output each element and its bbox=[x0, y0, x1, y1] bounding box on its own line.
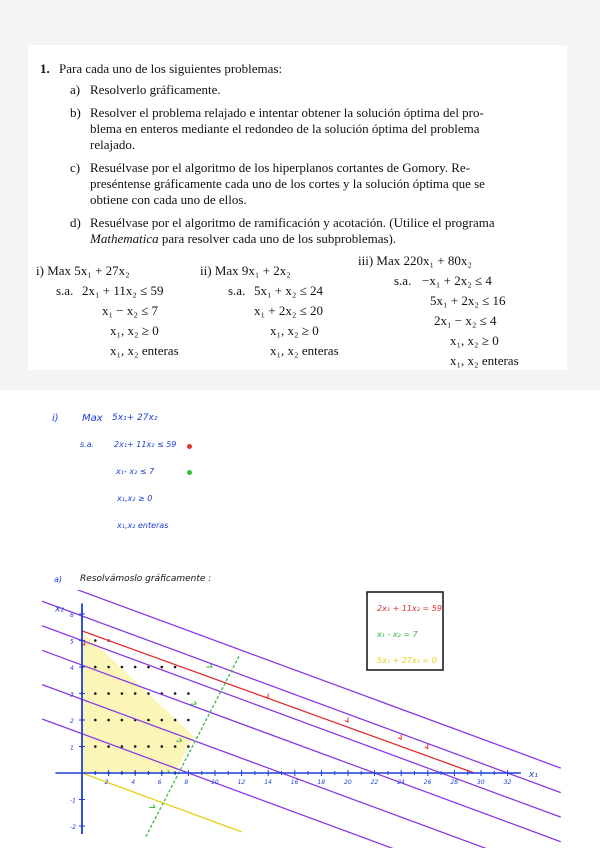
green-arrow bbox=[206, 664, 212, 667]
section-title: Resolvámoslo gráficamente : bbox=[80, 574, 212, 584]
x-tick-label: 6 bbox=[157, 779, 162, 786]
legend-entry: 2x₁ + 11x₂ = 59 bbox=[377, 604, 442, 613]
item-b-label: b) bbox=[70, 105, 81, 120]
model-ii-c2: x₁ + 2x₂ ≤ 20 bbox=[254, 303, 324, 318]
x-tick-label: 22 bbox=[370, 779, 379, 786]
integer-point bbox=[107, 745, 110, 748]
x-axis-label: x₁ bbox=[528, 770, 538, 780]
item-d-line2: Mathematica para resolver cada uno de los subproblemas). bbox=[90, 231, 397, 246]
model-iii-objective: iii) Max 220x₁ + 80x₂ bbox=[358, 253, 472, 268]
x-tick-label: 32 bbox=[503, 779, 512, 786]
item-c-line1: Resuélvase por el algoritmo de los hiperplanos cortantes de Gomory. Re- bbox=[90, 160, 471, 175]
problem-number: 1. bbox=[40, 61, 50, 76]
section-label: a) bbox=[54, 575, 63, 584]
item-c-line2: preséntense gráficamente cada uno de los cortes y la solución óptima que se bbox=[90, 176, 485, 191]
model-iii-c2: 5x₁ + 2x₂ ≤ 16 bbox=[430, 293, 506, 308]
integer-point bbox=[161, 666, 164, 669]
x-tick-label: 12 bbox=[237, 779, 246, 786]
integer-point bbox=[134, 692, 137, 695]
note-c2: x₁- x₂ ≤ 7 bbox=[116, 467, 155, 476]
x-tick-label: 30 bbox=[477, 779, 485, 786]
y-tick-label: 5 bbox=[70, 638, 74, 646]
x-tick-label: 24 bbox=[397, 779, 405, 786]
problem-intro: 1. Para cada uno de los siguientes problemas: bbox=[40, 61, 283, 76]
item-b-line3: relajado. bbox=[90, 137, 136, 152]
model-iii-st: s.a. bbox=[394, 273, 412, 288]
model-iii-c4: x₁, x₂ ≥ 0 bbox=[450, 333, 499, 348]
model-i-c1: 2x₁ + 11x₂ ≤ 59 bbox=[82, 283, 164, 298]
integer-point bbox=[107, 692, 110, 695]
x-tick-label: 8 bbox=[184, 779, 189, 786]
integer-point bbox=[134, 745, 137, 748]
integer-point bbox=[161, 745, 164, 748]
integer-point bbox=[147, 692, 150, 695]
integer-point bbox=[174, 692, 177, 695]
model-ii-c4: x₁, x₂ enteras bbox=[270, 343, 339, 358]
green-arrow bbox=[190, 701, 196, 704]
integer-point bbox=[94, 639, 97, 642]
y-axis-label: x₂ bbox=[55, 604, 64, 615]
integer-point bbox=[94, 666, 97, 669]
legend-entry: 5x₁ + 27x₂ = 0 bbox=[377, 656, 437, 665]
note-c3: x₁,x₂ ≥ 0 bbox=[117, 494, 153, 503]
red-arrow bbox=[425, 744, 428, 749]
model-i-c4: x₁, x₂ enteras bbox=[110, 343, 179, 358]
item-d-label: d) bbox=[70, 215, 81, 230]
note-st: s.a. bbox=[80, 440, 95, 449]
integer-point bbox=[174, 745, 177, 748]
x-tick-label: 20 bbox=[344, 779, 352, 786]
integer-point bbox=[147, 719, 150, 722]
integer-point bbox=[161, 719, 164, 722]
red-dot-marker bbox=[187, 444, 192, 449]
item-c-label: c) bbox=[70, 160, 81, 175]
integer-point bbox=[94, 692, 97, 695]
integer-point bbox=[94, 745, 97, 748]
model-i-c2: x₁ − x₂ ≤ 7 bbox=[102, 303, 159, 318]
graphical-solution-chart bbox=[0, 590, 600, 848]
integer-point bbox=[147, 666, 150, 669]
green-arrow bbox=[149, 804, 155, 807]
integer-point bbox=[121, 692, 124, 695]
model-iii-c3: 2x₁ − x₂ ≤ 4 bbox=[434, 313, 497, 328]
integer-point bbox=[174, 666, 177, 669]
legend-entry: x₁ - x₂ = 7 bbox=[377, 630, 418, 639]
integer-point bbox=[121, 745, 124, 748]
x-tick-label: 2 bbox=[104, 779, 109, 786]
y-tick-label: -1 bbox=[70, 797, 76, 805]
x-tick-label: 28 bbox=[450, 779, 459, 786]
integer-point bbox=[174, 719, 177, 722]
red-arrow bbox=[398, 735, 401, 740]
model-ii-c1: 5x₁ + x₂ ≤ 24 bbox=[254, 283, 324, 298]
x-tick-label: 10 bbox=[211, 779, 219, 786]
integer-point bbox=[147, 745, 150, 748]
problem-card bbox=[28, 45, 567, 370]
item-a-label: a) bbox=[70, 82, 81, 97]
y-tick-label: 3 bbox=[70, 691, 74, 699]
note-label: i) bbox=[52, 413, 59, 424]
model-ii-st: s.a. bbox=[228, 283, 246, 298]
x-tick-label: 14 bbox=[264, 779, 272, 786]
y-tick-label: 2 bbox=[70, 718, 74, 725]
y-tick-label: 6 bbox=[70, 612, 74, 619]
model-ii-c3: x₁, x₂ ≥ 0 bbox=[270, 323, 319, 338]
feasible-region bbox=[82, 631, 194, 773]
integer-point bbox=[121, 666, 124, 669]
y-tick-label: -2 bbox=[70, 824, 76, 831]
red-arrow bbox=[345, 717, 348, 722]
integer-point bbox=[107, 666, 110, 669]
x-tick-label: 26 bbox=[423, 779, 432, 786]
y-tick-label: 1 bbox=[70, 744, 74, 752]
y-tick-label: 4 bbox=[70, 665, 74, 672]
integer-point bbox=[107, 719, 110, 722]
integer-point bbox=[187, 745, 190, 748]
integer-point bbox=[121, 719, 124, 722]
item-a-text: Resolverlo gráficamente. bbox=[90, 82, 221, 97]
model-iii-c5: x₁, x₂ enteras bbox=[450, 353, 519, 368]
note-objective: 5x₁+ 27x₂ bbox=[112, 413, 158, 423]
note-c4: x₁,x₂ enteras bbox=[117, 521, 169, 530]
model-i-st: s.a. bbox=[56, 283, 74, 298]
x-tick-label: 16 bbox=[290, 779, 299, 786]
integer-point bbox=[187, 719, 190, 722]
item-b-line2: blema en enteros mediante el redondeo de la solución óptima del problema bbox=[90, 121, 480, 136]
integer-point bbox=[134, 666, 137, 669]
item-c-line3: obtiene con cada uno de ellos. bbox=[90, 192, 247, 207]
x-tick-label: 4 bbox=[131, 779, 136, 786]
model-i-objective: i) Max 5x₁ + 27x₂ bbox=[36, 263, 130, 278]
green-dot-marker bbox=[187, 470, 192, 475]
note-max: Max bbox=[82, 413, 103, 424]
model-i-c3: x₁, x₂ ≥ 0 bbox=[110, 323, 159, 338]
integer-point bbox=[187, 692, 190, 695]
item-b-line1: Resolver el problema relajado e intentar obtener la solución óptima del pro- bbox=[90, 105, 484, 120]
note-c1: 2x₁+ 11x₂ ≤ 59 bbox=[114, 440, 177, 449]
x-tick-label: 18 bbox=[317, 779, 326, 786]
model-iii-c1: −x₁ + 2x₂ ≤ 4 bbox=[422, 273, 492, 288]
integer-point bbox=[94, 719, 97, 722]
model-ii-objective: ii) Max 9x₁ + 2x₂ bbox=[200, 263, 291, 278]
item-d-line1: Resuélvase por el algoritmo de ramificación y acotación. (Utilice el programa bbox=[90, 215, 495, 230]
